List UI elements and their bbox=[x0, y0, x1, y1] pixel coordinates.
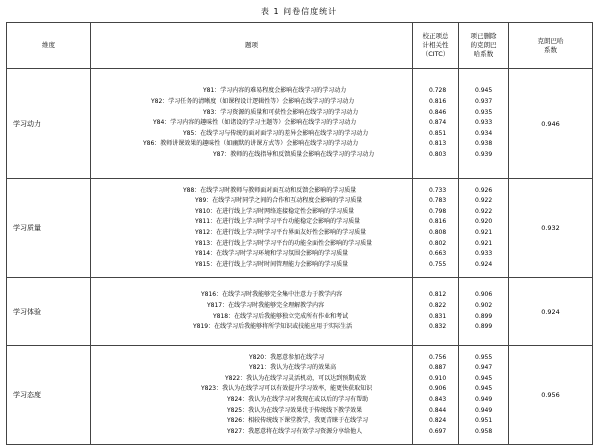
item-text: Y87：教师的在线指导和反馈质量会影响在线学习的学习动力 bbox=[213, 150, 375, 158]
table-row bbox=[7, 346, 593, 445]
header-alpha-deleted-line: 的克朗巴 bbox=[470, 41, 497, 49]
table-body bbox=[7, 69, 593, 445]
item-text: Y813：在进行线上学习时学习平台的功能全面性会影响的学习质量 bbox=[195, 239, 373, 247]
alpha-deleted-cell bbox=[459, 278, 509, 346]
citc-value: 0.906 bbox=[429, 385, 447, 393]
alpha-deleted-value: 0.945 bbox=[475, 385, 493, 393]
citc-value: 0.755 bbox=[429, 260, 447, 268]
item-text: Y86：教师讲课效果的趣味性（如幽默的讲课方式等）会影响在线学习的学习动力 bbox=[143, 140, 359, 148]
table-row bbox=[7, 69, 593, 179]
alpha-deleted-cell bbox=[459, 179, 509, 278]
alpha-deleted-value: 0.958 bbox=[475, 427, 493, 435]
citc-cell bbox=[413, 179, 459, 278]
citc-value: 0.808 bbox=[429, 229, 447, 236]
alpha-deleted-value: 0.899 bbox=[475, 323, 493, 331]
item-text: Y827：我愿意将在线学习有效学习资源分享给他人 bbox=[227, 427, 363, 435]
header-alpha-deleted-line: 项已删除 bbox=[470, 32, 497, 40]
item-text: Y810：在进行线上学习时网络连接稳定性会影响的学习质量 bbox=[195, 207, 355, 215]
header-alpha-line: 系数 bbox=[544, 45, 557, 54]
item-text: Y825：我认为在线学习效果优于传统线下教学效果 bbox=[227, 406, 363, 414]
citc-value: 0.832 bbox=[429, 323, 447, 331]
item-text: Y816：在线学习时我能够完全集中注意力于教学内容 bbox=[201, 291, 343, 299]
item-text: Y819：在线学习后我能够将所学知识或技能应用于实际生活 bbox=[193, 323, 353, 331]
header-citc-line: 计相关性 bbox=[422, 41, 449, 49]
citc-value: 0.697 bbox=[429, 427, 447, 435]
alpha-deleted-value: 0.937 bbox=[475, 98, 493, 106]
alpha-cell: 0.956 bbox=[509, 346, 593, 445]
header-alpha-deleted-line: 哈系数 bbox=[473, 50, 494, 58]
header-row bbox=[7, 23, 593, 69]
item-text: Y812：在进行线上学习时学习平台界面友好性会影响的学习质量 bbox=[195, 229, 367, 236]
item-text: Y814：在线学习时学习环境和学习氛围会影响的学习质量 bbox=[195, 250, 349, 258]
item-text: Y811：在进行线上学习时学习平台功能稳定会影响的学习质量 bbox=[195, 218, 361, 226]
citc-cell bbox=[413, 346, 459, 445]
citc-value: 0.874 bbox=[429, 119, 447, 127]
items-cell bbox=[91, 346, 413, 445]
alpha-deleted-value: 0.926 bbox=[475, 186, 493, 194]
alpha-deleted-value: 0.951 bbox=[475, 417, 493, 425]
item-text: Y82：学习任务的清晰度（如课程设计逻辑性等）会影响在线学习的学习动力 bbox=[151, 98, 355, 106]
citc-value: 0.813 bbox=[429, 140, 447, 148]
citc-cell bbox=[413, 69, 459, 179]
item-text: Y84：学习内容的趣味性（如诸设的学习主题等）会影响在线学习的学习动力 bbox=[153, 119, 357, 127]
alpha-deleted-value: 0.955 bbox=[475, 353, 493, 361]
header-item: 题项 bbox=[91, 23, 413, 69]
alpha-deleted-value: 0.922 bbox=[475, 197, 493, 205]
items-cell bbox=[91, 278, 413, 346]
alpha-deleted-value: 0.899 bbox=[475, 312, 493, 320]
alpha-cell: 0.946 bbox=[509, 69, 593, 179]
alpha-deleted-value: 0.935 bbox=[475, 108, 493, 116]
dimension-cell: 学习态度 bbox=[7, 346, 91, 445]
item-text: Y823：我认为在线学习可以有效提升学习效率，能更快获取知识 bbox=[201, 385, 373, 393]
alpha-deleted-value: 0.921 bbox=[475, 229, 493, 236]
citc-value: 0.756 bbox=[429, 353, 447, 361]
alpha-deleted-value: 0.945 bbox=[475, 87, 493, 95]
alpha-deleted-value: 0.902 bbox=[475, 301, 493, 309]
citc-value: 0.733 bbox=[429, 186, 447, 194]
citc-cell bbox=[413, 278, 459, 346]
table-row bbox=[7, 278, 593, 346]
item-text: Y815：在进行线上学习时时间管理能力会影响的学习质量 bbox=[195, 260, 349, 268]
alpha-deleted-value: 0.920 bbox=[475, 218, 493, 226]
citc-value: 0.812 bbox=[429, 291, 447, 299]
item-text: Y821：我认为在线学习的效果高 bbox=[249, 364, 337, 372]
alpha-deleted-value: 0.949 bbox=[475, 396, 493, 403]
item-text: Y820：我愿意参加在线学习 bbox=[249, 353, 325, 361]
citc-value: 0.803 bbox=[429, 150, 447, 158]
citc-value: 0.802 bbox=[429, 239, 447, 247]
alpha-cell: 0.924 bbox=[509, 278, 593, 346]
items-cell bbox=[91, 69, 413, 179]
dimension-cell: 学习动力 bbox=[7, 69, 91, 179]
citc-value: 0.816 bbox=[429, 98, 447, 106]
header-alpha-line: 克朗巴哈 bbox=[537, 36, 564, 45]
alpha-deleted-value: 0.921 bbox=[475, 239, 493, 247]
item-text: Y89：在线学习时同学之间的合作和互动程度会影响的学习质量 bbox=[195, 197, 363, 205]
alpha-deleted-cell bbox=[459, 69, 509, 179]
dimension-cell: 学习体验 bbox=[7, 278, 91, 346]
reliability-table bbox=[6, 22, 593, 445]
alpha-deleted-value: 0.938 bbox=[475, 140, 493, 148]
citc-value: 0.843 bbox=[429, 396, 447, 403]
table-row bbox=[7, 179, 593, 278]
citc-value: 0.844 bbox=[429, 406, 447, 414]
citc-value: 0.728 bbox=[429, 87, 447, 95]
item-text: Y88：在线学习时教师与教师面对面互动和反馈会影响的学习质量 bbox=[183, 186, 357, 194]
item-text: Y83：学习资源的质量和可获性会影响在线学习的学习动力 bbox=[203, 108, 359, 116]
dimension-cell: 学习质量 bbox=[7, 179, 91, 278]
citc-value: 0.824 bbox=[429, 417, 447, 425]
items-cell bbox=[91, 179, 413, 278]
item-text: Y826：相较传统线下课堂教学，我更青睐于在线学习 bbox=[227, 417, 369, 425]
citc-value: 0.783 bbox=[429, 197, 447, 205]
citc-value: 0.822 bbox=[429, 301, 447, 309]
citc-value: 0.816 bbox=[429, 218, 447, 226]
alpha-cell: 0.932 bbox=[509, 179, 593, 278]
alpha-deleted-value: 0.933 bbox=[475, 250, 493, 258]
item-text: Y85：在线学习与传统的面对面学习的差异会影响在线学习的学习动力 bbox=[183, 129, 369, 137]
alpha-deleted-value: 0.934 bbox=[475, 129, 493, 137]
item-text: Y818：在线学习后我能够独立完成所有作业和考试 bbox=[213, 312, 349, 320]
header-citc bbox=[413, 23, 459, 69]
alpha-deleted-value: 0.949 bbox=[475, 406, 493, 414]
alpha-deleted-value: 0.906 bbox=[475, 291, 493, 299]
alpha-deleted-value: 0.924 bbox=[475, 260, 493, 268]
header-alpha-deleted bbox=[459, 23, 509, 69]
item-text: Y822：我认为在线学习灵活机动，可以达到预期成效 bbox=[225, 374, 367, 382]
alpha-deleted-cell bbox=[459, 346, 509, 445]
item-text: Y81：学习内容的难易程度会影响在线学习的学习动力 bbox=[203, 87, 347, 95]
alpha-deleted-value: 0.933 bbox=[475, 119, 493, 127]
alpha-deleted-value: 0.945 bbox=[475, 374, 493, 382]
header-citc-line: （CITC） bbox=[421, 50, 450, 58]
citc-value: 0.887 bbox=[429, 364, 447, 372]
item-text: Y817：在线学习时我能够完全理解教学内容 bbox=[207, 301, 325, 309]
alpha-deleted-value: 0.947 bbox=[475, 364, 493, 372]
citc-value: 0.910 bbox=[429, 374, 447, 382]
citc-value: 0.663 bbox=[429, 250, 447, 258]
citc-value: 0.846 bbox=[429, 108, 447, 116]
header-alpha bbox=[509, 23, 593, 69]
citc-value: 0.831 bbox=[429, 312, 447, 320]
alpha-deleted-value: 0.922 bbox=[475, 207, 493, 215]
table-caption: 表 1 问卷信度统计 bbox=[260, 7, 338, 16]
header-dimension: 维度 bbox=[7, 23, 91, 69]
citc-value: 0.798 bbox=[429, 207, 447, 215]
alpha-deleted-value: 0.939 bbox=[475, 150, 493, 158]
item-text: Y824：我认为在线学习对我现在或以后的学习有帮助 bbox=[227, 396, 369, 403]
citc-value: 0.851 bbox=[429, 129, 447, 137]
header-citc-line: 校正项总 bbox=[422, 32, 449, 40]
